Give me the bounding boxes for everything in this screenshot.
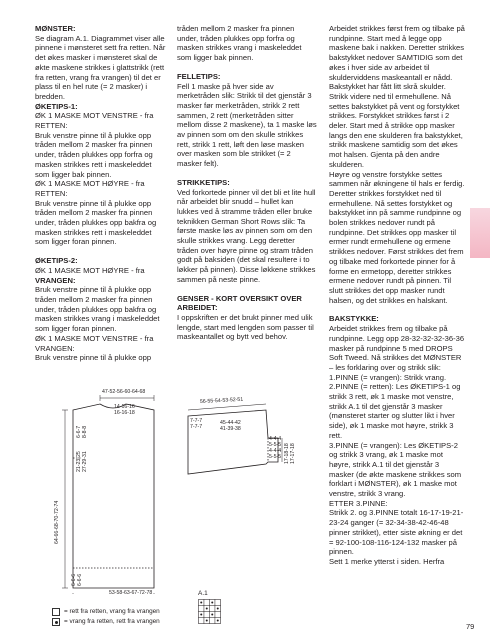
chart-cell xyxy=(210,618,216,624)
legend-dot-text: = vrang fra retten, rett fra vrangen xyxy=(64,618,160,625)
oketips-2-right-text: Bruk venstre pinne til å plukke opp tråden mellom 2 masker fra pinnen under, tråden plukkes opp bakfra og masken strikkes vrang i maskeleddet som ligger foran pinnen. xyxy=(35,285,160,334)
bakstykke-merke-text: Sett 1 merke ytterst i siden. Herfra xyxy=(329,556,445,566)
heading-monster: MØNSTER: xyxy=(35,24,76,33)
chart-dot xyxy=(200,602,202,604)
column-2 xyxy=(177,24,317,342)
label-sleeve-rib-2: 5-5-5 xyxy=(269,442,282,448)
chart-cell xyxy=(210,606,216,612)
chart-dot xyxy=(211,614,213,616)
heading-strikketips: STRIKKETIPS: xyxy=(177,177,230,187)
knitting-chart-a1 xyxy=(198,599,222,625)
bakstykke-pinne-3: 3.PINNE (= vrangen): Les ØKETIPS-2 og strikk 3 vrang, øk 1 maske mot høyre, strikk A.1 til det gjenstår 3 masker (de økte maskene strikkes som forklart i MØNSTER), øk 1 maske mot venstre, strikk 3 vrang. xyxy=(329,440,462,499)
label-neck-width-1: 14-16-16 xyxy=(114,404,135,410)
oketips-1-left-title: ØK 1 MASKE MOT VENSTRE - fra RETTEN: xyxy=(35,111,154,131)
label-shoulder-left-2: 8-8-8 xyxy=(82,425,88,438)
col3-overview-1: Arbeidet strikkes først frem og tilbake på rundpinne. Start med å legge opp maskene bak i nakken. Deretter strikkes bakstykket nedover SAMTIDIG som det økes i hver side av arbeidet til skulderviddens maskeantall er nådd. Bakstykket har fått litt skrå skulder. Strikk videre ned til ermehullene. Nå settes bakstykket på vent og forstykket strikkes. Forstykket strikkes først i 2 deler. Start med å strikke opp masker langs den ene skulderen fra bakstykket, strikk maskene samtidig som det økes mot halsen. Gjenta på den andre skulderen. xyxy=(329,24,465,169)
label-neck-width-2: 16-16-18 xyxy=(114,410,135,416)
bakstykke-text-1: Arbeidet strikkes frem og tilbake på rundpinne. Legg opp 28-32-32-32-36-36 masker på rundpinne 5 med DROPS Soft Tweed. Nå strikkes det MØNSTER – les forklaring over og strikk slik: xyxy=(329,324,465,372)
bakstykke-pinne-1: 1.PINNE (= vrangen): Strikk vrang. xyxy=(329,372,447,382)
label-sleeve-end-2: 17-17-18 xyxy=(290,443,296,464)
oketips-2-vrangen: VRANGEN: xyxy=(35,275,76,285)
chart-cell xyxy=(215,612,221,618)
felletips-text: Fell 1 maske på hver side av merketråden slik: Strikk til det gjenstår 3 masker før merketråden, strikk 2 rett sammen, 2 rett (merketråden sitter mellom disse 2 maskene), ta 1 maske løs av pinnen som om den skulle strikkes rett, strikk 1 rett, løft den løse masken over masken som ble strikket (= 2 masker felt). xyxy=(177,81,317,169)
oketips-1-right-text: Bruk venstre pinne til å plukke opp tråden mellom 2 masker fra pinnen under, tråden plukkes opp bakfra og masken strikkes rett i maskeleddet som ligger foran pinnen. xyxy=(35,198,157,247)
col3-overview-2: Høyre og venstre forstykke settes sammen når økningene til hals er ferdig. Deretter strikkes forstykket ned til ermehullene. Nå settes forstykket og bakstykket inn på samme rundpinne og bolen strikkes nedover rundt på rundpinne. Det strikkes opp masker til ermer rundt ermehullene og ermene strikkes nedover. Først strikkes det frem og tilbake med forkortede pinner for å forme en ermetopp, deretter strikkes ermene nedover rundt på pinnen. Til slutt strikkes det opp masker rundt halsen, og det strikkes en halskant. xyxy=(329,169,465,305)
chart-dot xyxy=(217,620,219,622)
plain-square-icon xyxy=(52,608,60,616)
label-sleeve-top: 56-55-54-53-52-51 xyxy=(199,396,244,405)
label-sleeve-rib-1: 4-4-4 xyxy=(269,436,282,442)
legend-plain-text: = rett fra retten, vrang fra vrangen xyxy=(64,608,160,615)
heading-oketips-1: ØKETIPS-1: xyxy=(35,101,78,111)
page-number: 79 xyxy=(466,622,475,631)
label-bottom-width: 53-58-63-67-72-78 xyxy=(109,590,153,594)
chart-cell xyxy=(204,612,210,618)
oketips-2-left-title: ØK 1 MASKE MOT VENSTRE - fra VRANGEN: xyxy=(35,333,154,353)
label-sleeve-rib-4: 5-5-5 xyxy=(269,454,282,460)
col2-continued-text: tråden mellom 2 masker fra pinnen under, tråden plukkes opp forfra og masken strikkes vrang i maskeleddet som ligger bak pinnen. xyxy=(177,24,302,63)
strikketips-text: Ved forkortede pinner vil det bli et lite hull når arbeidet blir snudd – hullet kan lukkes ved å stramme tråden eller bruke teknikken German Short Rows slik: Ta første maske løs av pinnen som om den skulle strikkes vrang. Legg deretter tråden over høyre pinne og stram tråden godt på baksiden (det skal resultere i to løkker på pinnen). Disse løkkene strikkes sammen på neste pinne. xyxy=(177,187,316,284)
column-1 xyxy=(35,24,167,363)
oketips-2-left-text: Bruk venstre pinne til å plukke opp xyxy=(35,353,152,363)
legend-row-dot xyxy=(52,617,160,627)
measurement-diagram xyxy=(30,354,330,594)
label-body-len-1: 21-23-25 xyxy=(76,451,82,472)
label-body-height: 64-66-68-70-72-74 xyxy=(54,500,60,544)
chart-cell xyxy=(215,600,221,606)
bakstykke-etter-title: ETTER 3.PINNE: xyxy=(329,498,388,508)
monster-text: Se diagram A.1. Diagrammet viser alle pinnene i mønsteret sett fra retten. Når det økes masker i mønsteret skal de økte maskene strikkes i glattstrikk (rett fra retten, vrang fra vrangen) til det er plass til en hel rute (= 2 masker) i bredden. xyxy=(35,33,166,101)
label-rib-2: 6-6-6 xyxy=(77,573,83,586)
pink-edge-accent xyxy=(470,208,490,258)
label-sleeve-cap-2: 7-7-7 xyxy=(190,424,203,430)
label-sleeve-width-1: 45-44-42 xyxy=(220,420,241,426)
chart-cell xyxy=(204,600,210,606)
label-sleeve-width-2: 41-39-38 xyxy=(220,426,241,432)
oketips-2-right-title: ØK 1 MASKE MOT HØYRE - fra xyxy=(35,265,145,275)
chart-dot xyxy=(206,620,208,622)
heading-oketips-2: ØKETIPS-2: xyxy=(35,256,78,266)
bakstykke-etter-text: Strikk 2. og 3.PINNE totalt 16-17-19-21-23-24 ganger (= 32-34-38-42-46-48 pinner strikket), etter siste økning er det = 92-100-108-116-124-132 masker på pinnen. xyxy=(329,508,464,557)
column-3 xyxy=(329,24,465,567)
chart-cell xyxy=(199,618,205,624)
chart-label-a1: A.1 xyxy=(198,590,208,597)
label-rib-1: 6-6-6 xyxy=(71,573,77,586)
bakstykke-pinne-2: 2.PINNE (= retten): Les ØKETIPS-1 og strikk 3 rett, øk 1 maske mot venstre, strikk A.1 til det gjenstår 3 masker (mønsteret starter og slutter likt i hver side), øk 1 maske mot høyre, strikk 3 rett. xyxy=(329,382,461,440)
symbol-legend xyxy=(52,607,160,627)
chart-cell xyxy=(199,606,205,612)
label-sleeve-end-1: 17-18-18 xyxy=(284,443,290,464)
legend-row-plain xyxy=(52,607,160,617)
dot-square-icon xyxy=(52,618,60,626)
heading-felletips: FELLETIPS: xyxy=(177,71,221,81)
chart-dot xyxy=(211,602,213,604)
genser-text: I oppskriften er det brukt pinner med ulik lengde, start med lengden som passer til maskeantallet og bytt ved behov. xyxy=(177,312,314,342)
label-sleeve-cap-1: 7-7-7 xyxy=(190,418,203,424)
label-sleeve-rib-3: 4-4-4 xyxy=(269,448,282,454)
chart-dot xyxy=(206,608,208,610)
chart-dot xyxy=(200,614,202,616)
label-body-len-2: 27-29-31 xyxy=(82,451,88,472)
oketips-1-right-title: ØK 1 MASKE MOT HØYRE - fra RETTEN: xyxy=(35,179,145,198)
label-top-width: 47-52-56-60-64-68 xyxy=(102,389,146,395)
label-shoulder-left: 6-6-7 xyxy=(76,425,82,438)
heading-bakstykke: BAKSTYKKE: xyxy=(329,314,379,324)
oketips-1-left-text: Bruk venstre pinne til å plukke opp tråden mellom 2 masker fra pinnen under, tråden plukkes opp forfra og masken strikkes rett i maskeleddet som ligger bak pinnen. xyxy=(35,130,153,179)
heading-genser: GENSER - KORT OVERSIKT OVER ARBEIDET: xyxy=(177,293,302,313)
chart-dot xyxy=(217,608,219,610)
